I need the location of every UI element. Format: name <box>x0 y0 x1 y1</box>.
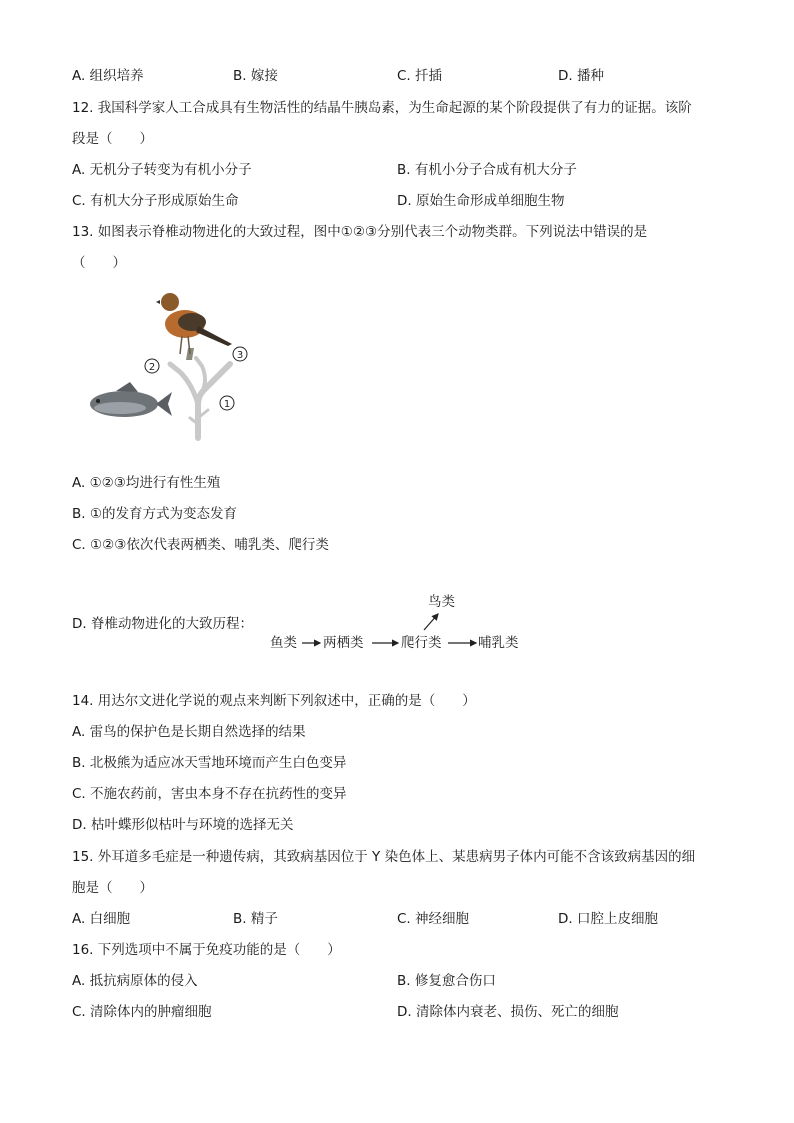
q14-stem: 14. 用达尔文进化学说的观点来判断下列叙述中，正确的是（ ） <box>72 693 476 709</box>
q12-option-a: A. 无机分子转变为有机小分子 <box>72 162 252 178</box>
label-two-marker <box>145 359 159 373</box>
q12-stem-line2: 段是（ ） <box>72 131 153 147</box>
q12-stem-line1: 12. 我国科学家人工合成具有生物活性的结晶牛胰岛素，为生命起源的某个阶段提供了有力的证据。该阶 <box>72 100 692 116</box>
q13-option-c: C. ①②③依次代表两栖类、哺乳类、爬行类 <box>72 537 329 553</box>
q16-stem: 16. 下列选项中不属于免疫功能的是（ ） <box>72 942 341 958</box>
flow-arrows <box>260 600 540 660</box>
q15-option-b: B. 精子 <box>233 911 278 927</box>
q13-stem-line2: （ ） <box>72 255 126 271</box>
q16-option-b: B. 修复愈合伤口 <box>397 973 496 989</box>
label-three-marker <box>233 347 247 361</box>
q16-option-a: A. 抵抗病原体的侵入 <box>72 973 198 989</box>
flow-fish: 鱼类 <box>270 635 297 651</box>
evolution-tree-svg <box>80 284 260 444</box>
q16-option-c: C. 清除体内的肿瘤细胞 <box>72 1004 212 1020</box>
tree-branches <box>170 358 230 438</box>
q15-stem-line2: 胞是（ ） <box>72 880 153 896</box>
fish-image <box>90 382 172 417</box>
svg-text:1: 1 <box>223 399 231 410</box>
q14-option-c: C. 不施农药前，害虫本身不存在抗药性的变异 <box>72 786 347 802</box>
q12-option-d: D. 原始生命形成单细胞生物 <box>397 193 565 209</box>
evolution-figure <box>80 284 260 444</box>
q13-stem-line1: 13. 如图表示脊椎动物进化的大致过程，图中①②③分别代表三个动物类群。下列说法中错误的是 <box>72 224 648 240</box>
q15-option-c: C. 神经细胞 <box>397 911 470 927</box>
q14-option-d: D. 枯叶蝶形似枯叶与环境的选择无关 <box>72 817 294 833</box>
q15-option-a: A. 白细胞 <box>72 911 131 927</box>
flow-bird: 鸟类 <box>428 594 455 610</box>
q14-option-b: B. 北极熊为适应冰天雪地环境而产生白色变异 <box>72 755 347 771</box>
q12-option-b: B. 有机小分子合成有机大分子 <box>397 162 577 178</box>
q13-option-b: B. ①的发育方式为变态发育 <box>72 506 237 522</box>
q11-option-b: B. 嫁接 <box>233 68 278 84</box>
svg-text:3: 3 <box>236 350 244 361</box>
q14-option-a: A. 雷鸟的保护色是长期自然选择的结果 <box>72 724 306 740</box>
label-one-marker <box>220 396 234 410</box>
q13-option-a: A. ①②③均进行有性生殖 <box>72 475 221 491</box>
arrow-reptile-bird <box>424 614 438 630</box>
svg-text:2: 2 <box>148 362 156 373</box>
q12-option-c: C. 有机大分子形成原始生命 <box>72 193 239 209</box>
q15-stem-line1: 15. 外耳道多毛症是一种遗传病，其致病基因位于 Y 染色体上、某患病男子体内可能不含该致病基因的细 <box>72 849 696 865</box>
q11-option-c: C. 扦插 <box>397 68 443 84</box>
q13-option-d: D. 脊椎动物进化的大致历程： <box>72 616 253 632</box>
flow-reptile: 爬行类 <box>401 635 442 651</box>
q16-option-d: D. 清除体内衰老、损伤、死亡的细胞 <box>397 1004 619 1020</box>
q11-option-d: D. 播种 <box>558 68 604 84</box>
bird-image <box>156 293 232 360</box>
flow-mammal: 哺乳类 <box>478 635 519 651</box>
flow-amphibian: 两栖类 <box>323 635 364 651</box>
q11-option-a: A. 组织培养 <box>72 68 144 84</box>
q15-option-d: D. 口腔上皮细胞 <box>558 911 658 927</box>
